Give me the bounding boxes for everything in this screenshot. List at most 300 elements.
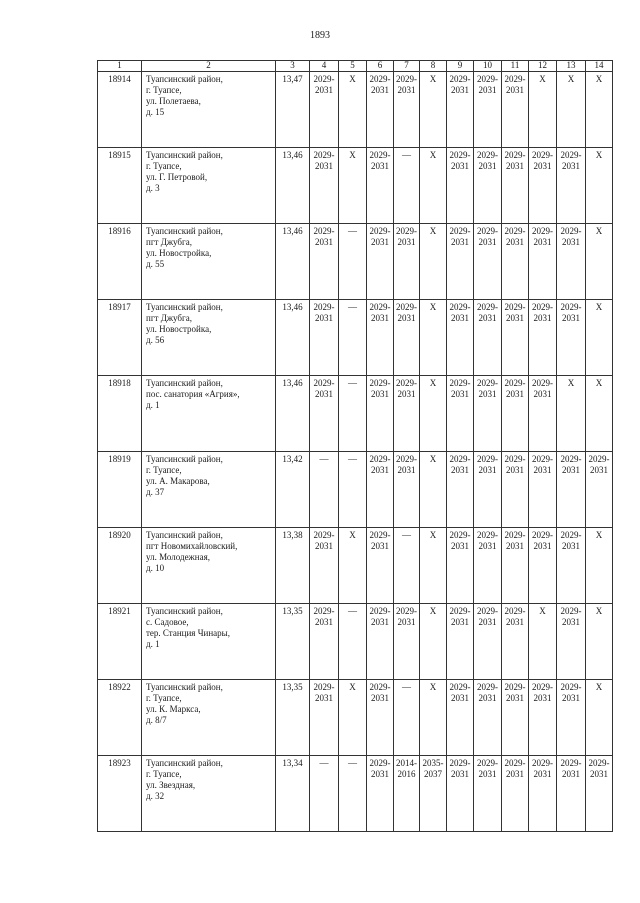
period-cell <box>420 300 447 376</box>
period-text: 2031 <box>451 237 469 247</box>
period-cell <box>474 224 502 300</box>
period-text: 2031 <box>562 769 580 779</box>
period-text: 2031 <box>451 617 469 627</box>
address-line: д. 37 <box>146 487 165 497</box>
period-text: — <box>348 454 357 464</box>
period-text: 2031 <box>506 161 524 171</box>
column-header: 3 <box>276 61 310 72</box>
column-header: 2 <box>142 61 276 72</box>
page-number: 1893 <box>310 30 330 41</box>
period-text: 2016 <box>397 769 416 779</box>
table-row <box>98 300 613 376</box>
record-number: 18918 <box>98 376 142 452</box>
period-text: 2029- <box>504 530 526 540</box>
period-cell <box>394 604 420 680</box>
table-row <box>98 528 613 604</box>
period-text: 2029- <box>449 758 471 768</box>
period-text: 2031 <box>451 693 469 703</box>
period-text: 2029- <box>396 74 417 84</box>
period-text: 2031 <box>371 389 389 399</box>
period-cell <box>474 300 502 376</box>
address-line: Туапсинский район, <box>146 226 223 236</box>
period-text: 2031 <box>506 237 524 247</box>
period-cell <box>557 680 586 756</box>
column-header: 7 <box>394 61 420 72</box>
period-text: 2031 <box>562 693 580 703</box>
address-line: д. 15 <box>146 107 165 117</box>
period-text: 2031 <box>397 313 416 323</box>
table-row <box>98 604 613 680</box>
period-cell <box>310 300 339 376</box>
period-text: 2029- <box>532 378 553 388</box>
period-text: 2014- <box>396 758 417 768</box>
period-text: 2031 <box>315 617 333 627</box>
area-value: 13,34 <box>276 756 310 832</box>
period-text: 2029- <box>313 530 335 540</box>
period-text: 2031 <box>371 769 389 779</box>
period-cell <box>529 604 557 680</box>
address-line: пгт Новомихайловский, <box>146 541 238 551</box>
address-cell <box>142 376 276 452</box>
period-cell <box>502 300 529 376</box>
column-header: 6 <box>367 61 394 72</box>
period-text: 2031 <box>451 389 469 399</box>
period-cell <box>586 148 613 224</box>
address-cell <box>142 452 276 528</box>
address-line: ул. Звездная, <box>146 780 196 790</box>
area-value: 13,47 <box>276 72 310 148</box>
period-text: 2031 <box>371 617 389 627</box>
period-text: 2031 <box>562 617 580 627</box>
period-cell <box>447 72 474 148</box>
period-cell <box>420 528 447 604</box>
period-text: 2029- <box>532 150 553 160</box>
address-line: Туапсинский район, <box>146 302 223 312</box>
period-text: 2029- <box>560 758 582 768</box>
address-cell <box>142 604 276 680</box>
address-cell <box>142 756 276 832</box>
address-cell <box>142 148 276 224</box>
period-text: 2029- <box>396 226 417 236</box>
period-cell <box>586 300 613 376</box>
period-text: 2031 <box>506 313 524 323</box>
period-text: 2029- <box>313 302 335 312</box>
record-number: 18916 <box>98 224 142 300</box>
period-text: Х <box>349 74 356 84</box>
period-text: 2029- <box>477 378 498 388</box>
period-text: 2029- <box>449 682 471 692</box>
period-cell <box>447 224 474 300</box>
period-text: 2029- <box>477 74 498 84</box>
area-value: 13,35 <box>276 604 310 680</box>
period-text: Х <box>429 150 437 160</box>
period-cell <box>367 72 394 148</box>
address-line: Туапсинский район, <box>146 454 223 464</box>
period-cell <box>557 72 586 148</box>
period-text: — <box>319 758 329 768</box>
period-text: 2035- <box>422 758 444 768</box>
period-cell <box>502 604 529 680</box>
table-row <box>98 756 613 832</box>
period-cell <box>557 528 586 604</box>
period-text: 2029- <box>477 530 498 540</box>
period-cell <box>586 528 613 604</box>
period-cell <box>529 452 557 528</box>
period-cell <box>367 604 394 680</box>
header-row <box>98 61 613 72</box>
period-text: 2029- <box>369 530 391 540</box>
period-text: 2031 <box>315 693 333 703</box>
period-text: 2029- <box>504 302 526 312</box>
period-cell <box>367 148 394 224</box>
period-text: 2029- <box>477 226 498 236</box>
period-cell <box>474 528 502 604</box>
address-line: ул. Молодежная, <box>146 552 210 562</box>
period-text: Х <box>429 302 437 312</box>
period-text: 2031 <box>397 389 416 399</box>
period-text: — <box>348 606 357 616</box>
period-text: — <box>402 530 411 540</box>
period-cell <box>586 72 613 148</box>
table-row <box>98 148 613 224</box>
address-line: д. 1 <box>146 400 160 410</box>
period-cell <box>420 72 447 148</box>
period-cell <box>339 148 367 224</box>
period-text: 2031 <box>506 541 524 551</box>
period-text: 2031 <box>478 693 497 703</box>
address-line: Туапсинский район, <box>146 150 223 160</box>
period-text: 2029- <box>369 74 391 84</box>
period-text: 2029- <box>313 606 335 616</box>
period-text: 2031 <box>478 465 497 475</box>
column-header: 10 <box>474 61 502 72</box>
address-cell <box>142 300 276 376</box>
period-cell <box>529 756 557 832</box>
address-line: д. 55 <box>146 259 165 269</box>
address-line: д. 3 <box>146 183 160 193</box>
period-text: 2031 <box>562 541 580 551</box>
address-line: с. Садовое, <box>146 617 189 627</box>
period-cell <box>502 452 529 528</box>
address-line: д. 10 <box>146 563 165 573</box>
record-number: 18917 <box>98 300 142 376</box>
period-text: 2031 <box>478 389 497 399</box>
period-text: 2031 <box>533 769 552 779</box>
period-cell <box>420 224 447 300</box>
period-cell <box>339 72 367 148</box>
column-header: 12 <box>529 61 557 72</box>
period-text: — <box>348 302 357 312</box>
record-number: 18919 <box>98 452 142 528</box>
period-cell <box>367 300 394 376</box>
period-cell <box>420 148 447 224</box>
record-number: 18923 <box>98 756 142 832</box>
period-text: 2031 <box>371 85 389 95</box>
period-cell <box>474 72 502 148</box>
period-text: 2037 <box>424 769 442 779</box>
period-cell <box>394 72 420 148</box>
period-text: Х <box>349 530 356 540</box>
period-cell <box>339 756 367 832</box>
period-cell <box>420 452 447 528</box>
address-cell <box>142 680 276 756</box>
period-cell <box>367 680 394 756</box>
period-text: 2031 <box>562 313 580 323</box>
address-line: д. 56 <box>146 335 165 345</box>
period-text: 2029- <box>504 378 526 388</box>
period-text: — <box>319 454 329 464</box>
area-value: 13,46 <box>276 148 310 224</box>
period-cell <box>529 224 557 300</box>
period-text: 2029- <box>560 606 582 616</box>
period-cell <box>367 224 394 300</box>
record-number: 18915 <box>98 148 142 224</box>
column-header: 4 <box>310 61 339 72</box>
period-text: 2029- <box>532 226 553 236</box>
period-text: Х <box>349 682 356 692</box>
address-line: Туапсинский район, <box>146 758 223 768</box>
period-text: 2029- <box>477 454 498 464</box>
address-line: ул. Полетаева, <box>146 96 201 106</box>
period-cell <box>447 452 474 528</box>
period-text: 2031 <box>315 161 333 171</box>
period-text: 2031 <box>451 541 469 551</box>
period-text: 2029- <box>396 378 417 388</box>
period-text: 2029- <box>477 682 498 692</box>
period-text: 2031 <box>371 693 389 703</box>
period-text: 2031 <box>397 237 416 247</box>
period-cell <box>394 300 420 376</box>
period-text: 2029- <box>313 150 335 160</box>
period-cell <box>586 680 613 756</box>
record-number: 18914 <box>98 72 142 148</box>
period-text: 2029- <box>369 454 391 464</box>
period-cell <box>367 528 394 604</box>
period-cell <box>310 528 339 604</box>
area-value: 13,46 <box>276 224 310 300</box>
address-line: Туапсинский район, <box>146 530 223 540</box>
period-text: 2029- <box>504 606 526 616</box>
period-text: 2029- <box>477 606 498 616</box>
period-text: 2029- <box>449 74 471 84</box>
period-cell <box>529 528 557 604</box>
period-cell <box>420 756 447 832</box>
column-header: 14 <box>586 61 613 72</box>
period-text: Х <box>595 682 603 692</box>
column-header: 9 <box>447 61 474 72</box>
address-line: г. Туапсе, <box>146 161 182 171</box>
table-row <box>98 224 613 300</box>
period-text: Х <box>567 378 575 388</box>
period-cell <box>557 224 586 300</box>
period-text: 2031 <box>451 313 469 323</box>
address-line: г. Туапсе, <box>146 465 182 475</box>
period-cell <box>394 148 420 224</box>
address-cell <box>142 224 276 300</box>
address-line: д. 8/7 <box>146 715 167 725</box>
address-line: тер. Станция Чинары, <box>146 628 230 638</box>
period-text: 2031 <box>506 617 524 627</box>
period-text: 2029- <box>532 758 553 768</box>
address-line: пгт Джубга, <box>146 313 192 323</box>
period-cell <box>367 452 394 528</box>
period-text: 2031 <box>478 161 497 171</box>
period-text: 2029- <box>396 302 417 312</box>
period-text: 2029- <box>369 682 391 692</box>
period-cell <box>394 224 420 300</box>
period-cell <box>310 452 339 528</box>
period-cell <box>529 680 557 756</box>
address-line: г. Туапсе, <box>146 693 182 703</box>
period-cell <box>447 300 474 376</box>
period-cell <box>394 376 420 452</box>
period-text: 2029- <box>449 226 471 236</box>
column-header: 13 <box>557 61 586 72</box>
table-body <box>98 72 613 832</box>
period-text: 2029- <box>369 378 391 388</box>
period-cell <box>474 148 502 224</box>
period-text: 2029- <box>313 682 335 692</box>
period-cell <box>310 224 339 300</box>
period-cell <box>420 376 447 452</box>
period-text: Х <box>595 530 603 540</box>
period-cell <box>447 376 474 452</box>
period-text: 2031 <box>590 769 608 779</box>
period-text: 2031 <box>506 85 524 95</box>
period-text: 2029- <box>313 74 335 84</box>
period-text: 2031 <box>397 85 416 95</box>
period-text: 2029- <box>504 226 526 236</box>
period-cell <box>529 300 557 376</box>
period-cell <box>394 528 420 604</box>
period-cell <box>529 72 557 148</box>
period-text: 2031 <box>478 541 497 551</box>
period-text: 2031 <box>451 161 469 171</box>
address-line: пгт Джубга, <box>146 237 192 247</box>
area-value: 13,46 <box>276 376 310 452</box>
period-text: 2029- <box>504 74 526 84</box>
period-cell <box>502 72 529 148</box>
period-text: 2029- <box>449 530 471 540</box>
column-header: 11 <box>502 61 529 72</box>
period-text: 2031 <box>315 237 333 247</box>
period-text: 2031 <box>533 693 552 703</box>
period-text: 2029- <box>477 758 498 768</box>
registry-table <box>97 60 613 832</box>
period-text: Х <box>595 226 603 236</box>
period-text: Х <box>595 74 603 84</box>
period-cell <box>474 756 502 832</box>
period-text: 2031 <box>478 85 497 95</box>
period-text: 2029- <box>449 150 471 160</box>
period-text: — <box>402 682 411 692</box>
period-cell <box>339 528 367 604</box>
period-cell <box>339 680 367 756</box>
period-text: 2029- <box>369 606 391 616</box>
period-text: 2029- <box>532 454 553 464</box>
period-text: 2031 <box>533 389 552 399</box>
address-cell <box>142 72 276 148</box>
period-text: 2031 <box>371 237 389 247</box>
address-line: Туапсинский район, <box>146 74 223 84</box>
area-value: 13,35 <box>276 680 310 756</box>
address-line: пос. санатория «Агрия», <box>146 389 240 399</box>
period-text: — <box>348 378 357 388</box>
period-cell <box>474 376 502 452</box>
period-text: 2031 <box>533 313 552 323</box>
period-text: — <box>402 150 411 160</box>
period-text: 2029- <box>532 682 553 692</box>
address-line: г. Туапсе, <box>146 769 182 779</box>
period-text: 2029- <box>560 302 582 312</box>
period-text: 2029- <box>504 454 526 464</box>
period-text: 2031 <box>478 237 497 247</box>
period-text: Х <box>429 606 437 616</box>
period-cell <box>310 680 339 756</box>
period-cell <box>557 376 586 452</box>
address-line: ул. К. Маркса, <box>146 704 201 714</box>
period-cell <box>420 680 447 756</box>
period-text: 2031 <box>371 161 389 171</box>
period-cell <box>557 604 586 680</box>
period-text: 2029- <box>396 606 417 616</box>
period-cell <box>474 452 502 528</box>
period-cell <box>367 376 394 452</box>
period-text: 2029- <box>588 454 610 464</box>
period-text: 2031 <box>478 313 497 323</box>
address-line: ул. Новостройка, <box>146 248 212 258</box>
period-text: 2031 <box>590 465 608 475</box>
period-text: 2031 <box>371 313 389 323</box>
period-text: 2031 <box>371 465 389 475</box>
address-line: ул. А. Макарова, <box>146 476 210 486</box>
address-line: д. 1 <box>146 639 160 649</box>
period-text: 2029- <box>560 454 582 464</box>
period-text: 2031 <box>533 237 552 247</box>
address-line: д. 32 <box>146 791 165 801</box>
period-text: Х <box>595 606 603 616</box>
period-cell <box>394 452 420 528</box>
period-cell <box>502 224 529 300</box>
period-text: 2031 <box>451 85 469 95</box>
period-cell <box>310 376 339 452</box>
period-cell <box>310 72 339 148</box>
period-text: 2029- <box>560 682 582 692</box>
period-cell <box>586 756 613 832</box>
period-text: 2031 <box>533 541 552 551</box>
address-line: ул. Г. Петровой, <box>146 172 208 182</box>
column-header: 5 <box>339 61 367 72</box>
period-cell <box>310 604 339 680</box>
period-cell <box>394 756 420 832</box>
period-text: 2029- <box>560 226 582 236</box>
period-text: Х <box>595 378 603 388</box>
period-text: 2031 <box>451 769 469 779</box>
period-cell <box>339 376 367 452</box>
period-text: 2029- <box>560 150 582 160</box>
period-text: 2029- <box>477 150 498 160</box>
address-line: Туапсинский район, <box>146 606 223 616</box>
address-cell <box>142 528 276 604</box>
area-value: 13,46 <box>276 300 310 376</box>
period-cell <box>586 376 613 452</box>
period-cell <box>447 604 474 680</box>
period-text: 2029- <box>313 226 335 236</box>
period-text: 2029- <box>449 378 471 388</box>
period-text: Х <box>429 530 437 540</box>
period-cell <box>447 680 474 756</box>
period-text: 2031 <box>506 465 524 475</box>
